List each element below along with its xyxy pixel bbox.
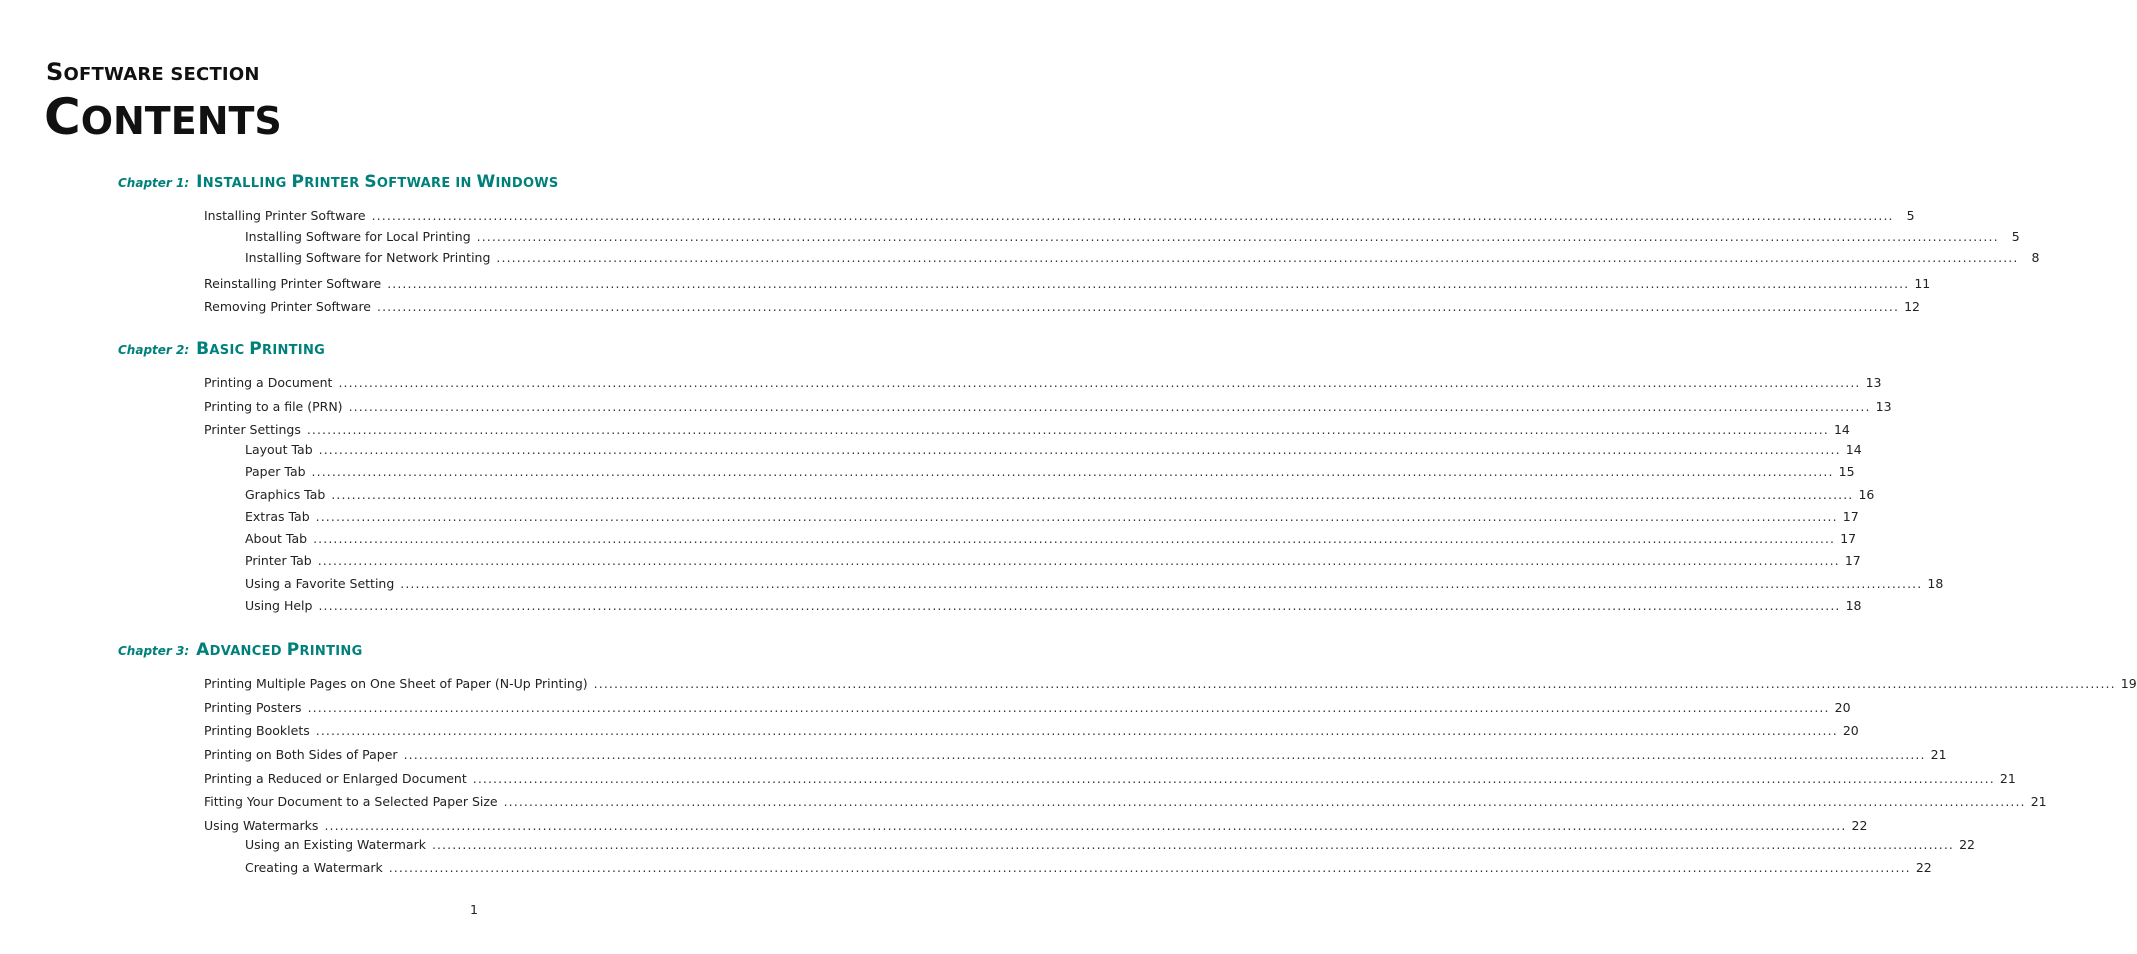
toc-entry-page: 15 — [1838, 464, 1855, 479]
toc-entry-title: Printing Posters — [204, 700, 302, 715]
toc-entry[interactable] — [204, 208, 1915, 224]
dot-leader: ............................................................................................................................................................................................................................................................................................................ — [403, 747, 1926, 762]
toc-entry[interactable] — [204, 794, 2047, 810]
chapter-title-rest: DVANCED — [209, 644, 287, 659]
page-title-initial: C — [44, 88, 81, 146]
chapter-label: Chapter 1: — [118, 176, 190, 190]
toc-entry[interactable] — [245, 598, 1862, 614]
chapter-title-rest: NSTALLING — [202, 176, 292, 191]
toc-entry[interactable] — [204, 299, 1921, 315]
chapter-title — [196, 640, 362, 660]
dot-leader: ............................................................................................................................................................................................................................................................................................................ — [307, 700, 1830, 715]
toc-entry-page: 18 — [1845, 598, 1862, 613]
chapter-heading[interactable] — [118, 339, 325, 361]
toc-entry[interactable] — [204, 676, 2137, 692]
toc-entry-page: 13 — [1875, 399, 1892, 414]
toc-entry-title: About Tab — [245, 531, 308, 546]
toc-entry-page: 5 — [1906, 208, 1915, 223]
page-title-rest: ONTENTS — [80, 99, 282, 143]
toc-entry-page: 17 — [1842, 509, 1859, 524]
toc-entry-title: Printer Tab — [245, 553, 312, 568]
toc-entry-page: 8 — [2031, 250, 2040, 265]
toc-entry-page: 13 — [1865, 375, 1882, 390]
toc-entry-title: Graphics Tab — [245, 487, 326, 502]
toc-entry-page: 21 — [1999, 771, 2016, 786]
toc-entry[interactable] — [245, 464, 1855, 480]
toc-entry-page: 17 — [1840, 531, 1857, 546]
toc-entry[interactable] — [204, 723, 1859, 739]
toc-entry[interactable] — [204, 422, 1850, 438]
dot-leader: ............................................................................................................................................................................................................................................................................................................ — [472, 771, 1995, 786]
toc-entry-page: 20 — [1834, 700, 1851, 715]
page-number: 1 — [470, 902, 478, 917]
toc-entry-title: Fitting Your Document to a Selected Paper Size — [204, 794, 498, 809]
toc-entry-page: 16 — [1858, 487, 1875, 502]
chapter-title-rest: ASIC — [209, 343, 250, 358]
chapter-title-initial: B — [196, 339, 210, 359]
dot-leader: ............................................................................................................................................................................................................................................................................................................ — [318, 598, 1841, 613]
chapter-title-initial: S — [364, 172, 377, 192]
dot-leader: ............................................................................................................................................................................................................................................................................................................ — [400, 576, 1923, 591]
chapter-heading[interactable] — [118, 640, 363, 662]
dot-leader: ............................................................................................................................................................................................................................................................................................................ — [348, 399, 1871, 414]
dot-leader: ............................................................................................................................................................................................................................................................................................................ — [388, 860, 1911, 875]
chapter-title-rest: INDOWS — [495, 176, 559, 191]
toc-entry[interactable] — [204, 771, 2016, 787]
dot-leader: ............................................................................................................................................................................................................................................................................................................ — [338, 375, 1861, 390]
toc-entry-title: Printing a Reduced or Enlarged Document — [204, 771, 467, 786]
page-title — [44, 88, 282, 146]
toc-entry[interactable] — [245, 553, 1861, 569]
chapter-title-initial: P — [291, 172, 305, 192]
toc-entry[interactable] — [245, 250, 2040, 266]
toc-entry[interactable] — [204, 375, 1882, 391]
toc-entry-title: Using Watermarks — [204, 818, 319, 833]
chapter-heading[interactable] — [118, 172, 559, 194]
toc-entry-page: 21 — [2030, 794, 2047, 809]
dot-leader: ............................................................................................................................................................................................................................................................................................................ — [306, 422, 1829, 437]
section-title-initial: S — [46, 58, 64, 86]
dot-leader: ............................................................................................................................................................................................................................................................................................................ — [496, 250, 2019, 265]
dot-leader: ............................................................................................................................................................................................................................................................................................................ — [315, 723, 1838, 738]
toc-entry-page: 20 — [1842, 723, 1859, 738]
toc-entry-page: 22 — [1959, 837, 1975, 852]
toc-entry[interactable] — [204, 399, 1892, 415]
dot-leader: ............................................................................................................................................................................................................................................................................................................ — [371, 208, 1894, 223]
toc-entry[interactable] — [245, 487, 1875, 503]
toc-entry-title: Using an Existing Watermark — [245, 837, 426, 852]
chapter-title-initial: W — [476, 172, 496, 192]
toc-entry-title: Creating a Watermark — [245, 860, 383, 875]
chapter-title-initial: I — [196, 172, 203, 192]
dot-leader: ............................................................................................................................................................................................................................................................................................................ — [476, 229, 1999, 244]
toc-entry-title: Printing to a file (PRN) — [204, 399, 343, 414]
toc-entry[interactable] — [245, 531, 1857, 547]
chapter-title-rest: RINTING — [299, 644, 363, 659]
chapter-title — [196, 172, 558, 192]
toc-entry[interactable] — [245, 442, 1862, 458]
toc-entry-page: 14 — [1833, 422, 1850, 437]
toc-entry[interactable] — [245, 576, 1944, 592]
toc-entry-title: Paper Tab — [245, 464, 306, 479]
dot-leader: ............................................................................................................................................................................................................................................................................................................ — [593, 676, 2116, 691]
toc-entry-title: Layout Tab — [245, 442, 313, 457]
toc-entry-page: 21 — [1930, 747, 1947, 762]
toc-entry-title: Printing Booklets — [204, 723, 310, 738]
toc-entry-page: 12 — [1904, 299, 1921, 314]
dot-leader: ............................................................................................................................................................................................................................................................................................................ — [503, 794, 2026, 809]
toc-entry-title: Installing Printer Software — [204, 208, 366, 223]
dot-leader: ............................................................................................................................................................................................................................................................................................................ — [387, 276, 1910, 291]
toc-entry-title: Installing Software for Local Printing — [245, 229, 471, 244]
toc-entry-title: Printing Multiple Pages on One Sheet of Paper (N-Up Printing) — [204, 676, 588, 691]
chapter-title-initial: P — [249, 339, 263, 359]
dot-leader: ............................................................................................................................................................................................................................................................................................................ — [318, 442, 1841, 457]
chapter-label: Chapter 2: — [118, 343, 190, 357]
toc-entry[interactable] — [245, 837, 1975, 853]
toc-entry-page: 22 — [1915, 860, 1932, 875]
toc-entry-page: 18 — [1927, 576, 1944, 591]
toc-entry[interactable] — [204, 276, 1931, 292]
toc-entry[interactable] — [204, 747, 1947, 763]
toc-entry[interactable] — [204, 700, 1851, 716]
dot-leader: ............................................................................................................................................................................................................................................................................................................ — [311, 464, 1834, 479]
toc-entry-title: Printer Settings — [204, 422, 301, 437]
chapter-title-rest: RINTING — [262, 343, 326, 358]
dot-leader: ............................................................................................................................................................................................................................................................................................................ — [331, 487, 1854, 502]
toc-entry-page: 14 — [1845, 442, 1862, 457]
chapter-title-rest: OFTWARE IN — [376, 176, 477, 191]
toc-entry-page: 5 — [2011, 229, 2020, 244]
toc-entry-page: 17 — [1844, 553, 1861, 568]
toc-entry-title: Extras Tab — [245, 509, 310, 524]
toc-entry[interactable] — [204, 818, 1868, 834]
dot-leader: ............................................................................................................................................................................................................................................................................................................ — [317, 553, 1840, 568]
toc-entry-page: 11 — [1914, 276, 1931, 291]
toc-entry-title: Using Help — [245, 598, 313, 613]
chapter-title — [196, 339, 325, 359]
toc-entry[interactable] — [245, 860, 1932, 876]
chapter-title-initial: A — [196, 640, 210, 660]
dot-leader: ............................................................................................................................................................................................................................................................................................................ — [431, 837, 1954, 852]
chapter-title-initial: P — [286, 640, 300, 660]
toc-entry-page: 22 — [1851, 818, 1868, 833]
dot-leader: ............................................................................................................................................................................................................................................................................................................ — [324, 818, 1847, 833]
toc-entry-title: Printing on Both Sides of Paper — [204, 747, 398, 762]
toc-entry-title: Using a Favorite Setting — [245, 576, 395, 591]
section-title-rest: OFTWARE SECTION — [63, 64, 260, 85]
toc-entry-title: Removing Printer Software — [204, 299, 371, 314]
toc-entry[interactable] — [245, 509, 1859, 525]
toc-entry-title: Reinstalling Printer Software — [204, 276, 382, 291]
chapter-label: Chapter 3: — [118, 644, 190, 658]
toc-entry[interactable] — [245, 229, 2020, 245]
toc-entry-title: Installing Software for Network Printing — [245, 250, 491, 265]
dot-leader: ............................................................................................................................................................................................................................................................................................................ — [313, 531, 1836, 546]
toc-entry-page: 19 — [2120, 676, 2137, 691]
dot-leader: ............................................................................................................................................................................................................................................................................................................ — [377, 299, 1900, 314]
toc-entry-title: Printing a Document — [204, 375, 333, 390]
dot-leader: ............................................................................................................................................................................................................................................................................................................ — [315, 509, 1838, 524]
chapter-title-rest: RINTER — [304, 176, 365, 191]
section-title — [46, 60, 260, 84]
